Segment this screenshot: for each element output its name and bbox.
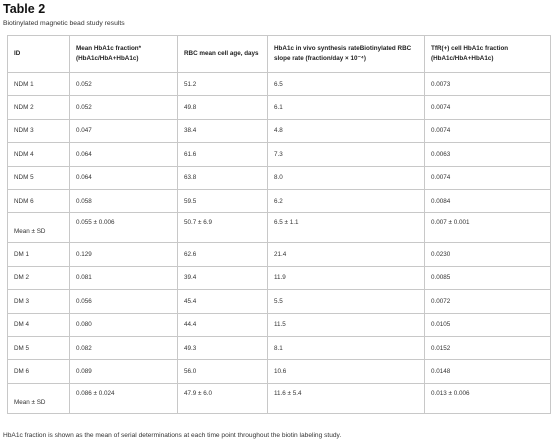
cell-text: 6.5 <box>274 80 283 88</box>
cell-mean-hba1c <box>70 383 178 413</box>
cell-text: 0.0074 <box>431 104 451 112</box>
cell-id <box>8 119 70 142</box>
cell-text: 0.0148 <box>431 367 451 375</box>
cell-tfr-fraction <box>425 73 551 96</box>
cell-rbc-age <box>178 360 268 383</box>
cell-tfr-fraction <box>425 383 551 413</box>
cell-synthesis-rate <box>268 119 425 142</box>
cell-text: Mean ± SD <box>14 228 46 236</box>
cell-text: 0.0084 <box>431 197 451 205</box>
cell-text: 0.086 ± 0.024 <box>76 389 115 397</box>
table-row <box>8 166 551 189</box>
cell-text: 0.082 <box>76 344 92 352</box>
cell-text: 0.0074 <box>431 127 451 135</box>
cell-text: 51.2 <box>184 80 197 88</box>
cell-text: DM 6 <box>14 367 30 375</box>
cell-text: 0.007 ± 0.001 <box>431 219 470 227</box>
cell-id <box>8 313 70 336</box>
table-row <box>8 243 551 266</box>
cell-id <box>8 243 70 266</box>
cell-rbc-age <box>178 313 268 336</box>
cell-synthesis-rate <box>268 243 425 266</box>
cell-text: 7.3 <box>274 150 283 158</box>
cell-mean-hba1c <box>70 96 178 119</box>
table-row-mean <box>8 213 551 243</box>
table-row-mean <box>8 383 551 413</box>
cell-rbc-age <box>178 73 268 96</box>
cell-synthesis-rate <box>268 360 425 383</box>
cell-synthesis-rate <box>268 290 425 313</box>
cell-text: 63.8 <box>184 174 197 182</box>
cell-text: 8.0 <box>274 174 283 182</box>
cell-tfr-fraction <box>425 290 551 313</box>
cell-text: DM 5 <box>14 344 30 352</box>
cell-text: 0.056 <box>76 297 92 305</box>
cell-tfr-fraction <box>425 213 551 243</box>
column-header-rbc-age: RBC mean cell age, days <box>178 36 268 73</box>
cell-text: DM 3 <box>14 297 30 305</box>
cell-text: 11.6 ± 5.4 <box>274 389 302 397</box>
table-row <box>8 96 551 119</box>
cell-tfr-fraction <box>425 119 551 142</box>
cell-mean-hba1c <box>70 336 178 359</box>
cell-synthesis-rate <box>268 143 425 166</box>
cell-text: 0.0063 <box>431 150 451 158</box>
cell-rbc-age <box>178 189 268 212</box>
cell-text: DM 2 <box>14 274 30 282</box>
cell-text: 11.5 <box>274 321 286 329</box>
cell-text: 56.0 <box>184 367 197 375</box>
table-row <box>8 313 551 336</box>
cell-text: 50.7 ± 6.9 <box>184 219 212 227</box>
cell-tfr-fraction <box>425 189 551 212</box>
cell-text: 0.0230 <box>431 251 451 259</box>
cell-text: 0.0073 <box>431 80 451 88</box>
cell-text: 0.064 <box>76 174 92 182</box>
cell-synthesis-rate <box>268 266 425 289</box>
column-header-tfr-fraction: TfR(+) cell HbA1c fraction (HbA1c/HbA+HbA1c) <box>425 36 551 73</box>
cell-text: 21.4 <box>274 251 287 259</box>
cell-text: 0.052 <box>76 104 92 112</box>
column-header-id: ID <box>8 36 70 73</box>
cell-rbc-age <box>178 166 268 189</box>
cell-mean-hba1c <box>70 243 178 266</box>
cell-text: 0.0074 <box>431 174 451 182</box>
cell-text: 0.055 ± 0.006 <box>76 219 115 227</box>
cell-text: 44.4 <box>184 321 197 329</box>
cell-synthesis-rate <box>268 213 425 243</box>
table-row <box>8 360 551 383</box>
cell-text: Mean ± SD <box>14 398 46 406</box>
cell-text: 4.8 <box>274 127 283 135</box>
cell-mean-hba1c <box>70 313 178 336</box>
cell-text: 0.0152 <box>431 344 451 352</box>
cell-text: 6.5 ± 1.1 <box>274 219 299 227</box>
cell-text: 0.080 <box>76 321 92 329</box>
cell-tfr-fraction <box>425 336 551 359</box>
table-body <box>8 73 551 414</box>
cell-text: NDM 3 <box>14 127 34 135</box>
cell-text: DM 1 <box>14 251 30 259</box>
cell-text: 11.9 <box>274 274 286 282</box>
table-row <box>8 143 551 166</box>
table-subtitle: Biotinylated magnetic bead study results <box>3 20 125 27</box>
cell-tfr-fraction <box>425 143 551 166</box>
cell-mean-hba1c <box>70 360 178 383</box>
table-header-row <box>8 36 551 73</box>
cell-tfr-fraction <box>425 243 551 266</box>
cell-text: 5.5 <box>274 297 283 305</box>
cell-mean-hba1c <box>70 266 178 289</box>
cell-synthesis-rate <box>268 166 425 189</box>
cell-text: NDM 5 <box>14 174 34 182</box>
data-table <box>7 35 551 414</box>
cell-text: 61.6 <box>184 150 197 158</box>
cell-text: NDM 1 <box>14 80 34 88</box>
cell-text: 0.089 <box>76 367 92 375</box>
cell-text: 8.1 <box>274 344 283 352</box>
cell-id <box>8 96 70 119</box>
cell-synthesis-rate <box>268 313 425 336</box>
cell-text: 0.013 ± 0.006 <box>431 389 470 397</box>
cell-id <box>8 166 70 189</box>
table-row <box>8 119 551 142</box>
cell-rbc-age <box>178 290 268 313</box>
cell-text: 38.4 <box>184 127 197 135</box>
table-row <box>8 73 551 96</box>
table-row <box>8 189 551 212</box>
cell-text: 0.052 <box>76 80 92 88</box>
table-row <box>8 266 551 289</box>
cell-rbc-age <box>178 243 268 266</box>
cell-synthesis-rate <box>268 189 425 212</box>
cell-id <box>8 143 70 166</box>
cell-rbc-age <box>178 213 268 243</box>
cell-tfr-fraction <box>425 96 551 119</box>
cell-rbc-age <box>178 96 268 119</box>
cell-text: 0.081 <box>76 274 92 282</box>
cell-rbc-age <box>178 266 268 289</box>
cell-id <box>8 360 70 383</box>
cell-text: 0.0085 <box>431 274 451 282</box>
cell-mean-hba1c <box>70 166 178 189</box>
cell-text: 10.6 <box>274 367 287 375</box>
cell-text: 0.047 <box>76 127 92 135</box>
cell-text: 45.4 <box>184 297 197 305</box>
cell-mean-hba1c <box>70 290 178 313</box>
cell-text: NDM 6 <box>14 197 34 205</box>
cell-id <box>8 266 70 289</box>
cell-text: 49.3 <box>184 344 197 352</box>
cell-text: 6.2 <box>274 197 283 205</box>
cell-text: DM 4 <box>14 321 30 329</box>
cell-synthesis-rate <box>268 336 425 359</box>
cell-mean-hba1c <box>70 73 178 96</box>
table-row <box>8 336 551 359</box>
cell-id <box>8 73 70 96</box>
cell-mean-hba1c <box>70 213 178 243</box>
cell-text: 39.4 <box>184 274 197 282</box>
cell-tfr-fraction <box>425 360 551 383</box>
cell-tfr-fraction <box>425 266 551 289</box>
cell-text: 6.1 <box>274 104 283 112</box>
cell-mean-hba1c <box>70 189 178 212</box>
cell-synthesis-rate <box>268 73 425 96</box>
cell-mean-hba1c <box>70 119 178 142</box>
cell-text: 0.064 <box>76 150 92 158</box>
cell-text: 59.5 <box>184 197 197 205</box>
cell-id <box>8 189 70 212</box>
cell-rbc-age <box>178 143 268 166</box>
cell-text: 49.8 <box>184 104 197 112</box>
table-title: Table 2 <box>3 2 46 16</box>
cell-rbc-age <box>178 119 268 142</box>
cell-synthesis-rate <box>268 383 425 413</box>
cell-synthesis-rate <box>268 96 425 119</box>
cell-text: NDM 2 <box>14 104 34 112</box>
cell-text: 62.6 <box>184 251 197 259</box>
cell-rbc-age <box>178 383 268 413</box>
cell-mean-hba1c <box>70 143 178 166</box>
cell-id <box>8 213 70 243</box>
cell-text: NDM 4 <box>14 150 34 158</box>
column-header-synthesis-rate: HbA1c in vivo synthesis rateBiotinylated RBC slope rate (fraction/day × 10⁻⁴) <box>268 36 425 73</box>
cell-id <box>8 290 70 313</box>
table-footnote: HbA1c fraction is shown as the mean of serial determinations at each time point throughout the biotin labeling study. <box>3 432 342 439</box>
cell-rbc-age <box>178 336 268 359</box>
cell-text: 0.0072 <box>431 297 451 305</box>
cell-id <box>8 336 70 359</box>
cell-text: 47.9 ± 6.0 <box>184 389 212 397</box>
cell-tfr-fraction <box>425 166 551 189</box>
table-row <box>8 290 551 313</box>
cell-text: 0.058 <box>76 197 92 205</box>
cell-id <box>8 383 70 413</box>
cell-tfr-fraction <box>425 313 551 336</box>
cell-text: 0.129 <box>76 251 92 259</box>
column-header-mean-hba1c: Mean HbA1c fraction* (HbA1c/HbA+HbA1c) <box>70 36 178 73</box>
cell-text: 0.0105 <box>431 321 451 329</box>
